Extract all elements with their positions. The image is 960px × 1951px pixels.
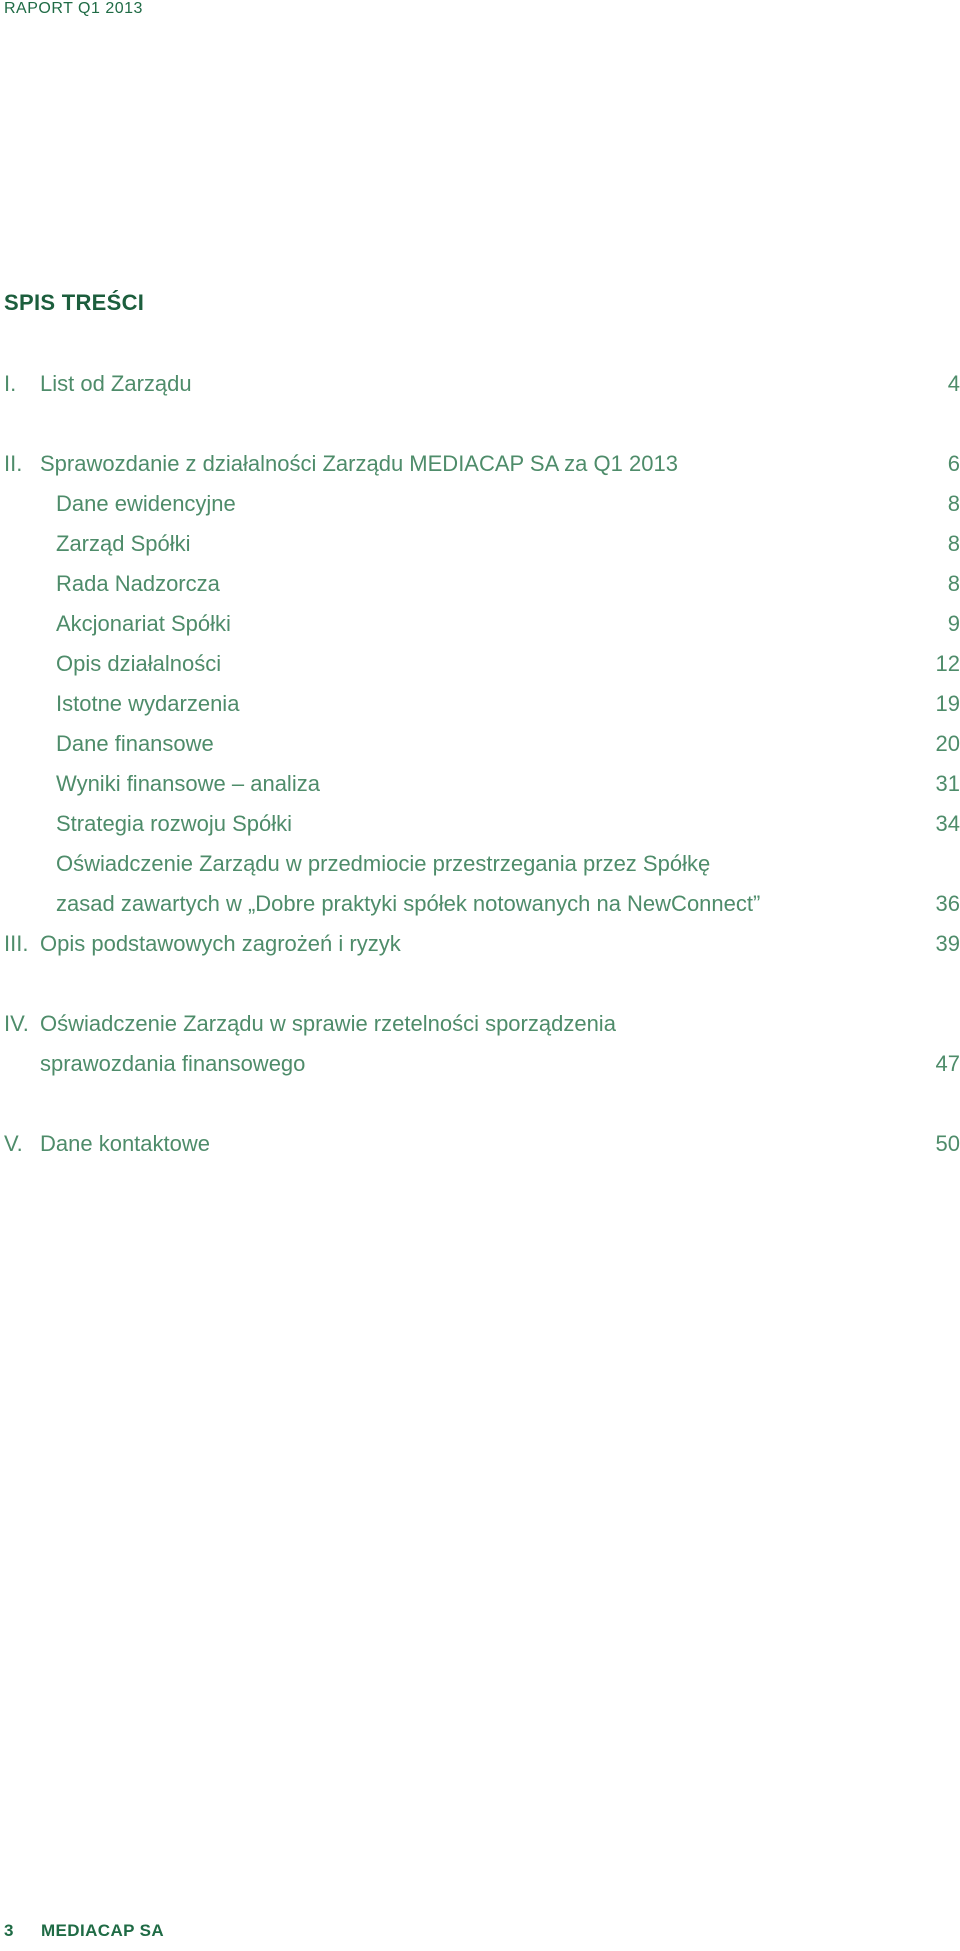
toc-subentry-label: Akcjonariat Spółki <box>56 611 231 636</box>
toc-entry-3[interactable] <box>0 924 960 964</box>
toc-entry-page: 47 <box>935 1051 960 1076</box>
toc-subentry-wyniki-finansowe[interactable] <box>0 764 960 804</box>
toc-entry-5[interactable] <box>0 1124 960 1164</box>
toc-entry-2[interactable] <box>0 444 960 484</box>
toc-entry-label: sprawozdania finansowego <box>40 1051 306 1076</box>
toc-subentry-istotne-wydarzenia[interactable] <box>0 684 960 724</box>
toc-subentry-dane-ewidencyjne[interactable] <box>0 484 960 524</box>
toc-subentry-dane-finansowe[interactable] <box>0 724 960 764</box>
toc-entry-number: IV. <box>4 1011 29 1036</box>
toc-entry-label: Sprawozdanie z działalności Zarządu MEDIACAP SA za Q1 2013 <box>40 451 678 476</box>
toc-subentry-label: Strategia rozwoju Spółki <box>56 811 293 836</box>
toc-title: SPIS TREŚCI <box>4 290 145 315</box>
toc-entry-label: List od Zarządu <box>40 371 192 396</box>
toc-subentry-label: Dane finansowe <box>56 731 214 756</box>
toc-subentry-page: 8 <box>947 491 960 516</box>
page-footer <box>4 1921 164 1941</box>
toc-entry-page: 39 <box>935 931 960 956</box>
running-header: RAPORT Q1 2013 <box>4 0 143 17</box>
toc-subentry-page: 31 <box>935 771 960 796</box>
toc-subentry-page: 36 <box>935 891 960 916</box>
footer-page-number: 3 <box>4 1921 14 1940</box>
toc-subentry-page: 9 <box>947 611 960 636</box>
toc-subentry-label: Dane ewidencyjne <box>56 491 236 516</box>
toc-subentry-label: Rada Nadzorcza <box>56 571 220 596</box>
toc-subentry-rada-nadzorcza[interactable] <box>0 564 960 604</box>
toc-entry-number: I. <box>4 371 17 396</box>
toc-subentry-label: Oświadczenie Zarządu w przedmiocie przestrzegania przez Spółkę <box>56 851 711 876</box>
toc-entry-1[interactable] <box>0 364 960 404</box>
toc-subentry-label: Opis działalności <box>56 651 222 676</box>
toc-subentry-label: Istotne wydarzenia <box>56 691 240 716</box>
toc-subentry-page: 19 <box>935 691 960 716</box>
toc-subentry-label: Wyniki finansowe – analiza <box>56 771 320 796</box>
toc-entry-4[interactable] <box>0 1004 960 1044</box>
toc-subentry-label: Zarząd Spółki <box>56 531 191 556</box>
toc-entry-number: III. <box>4 931 29 956</box>
toc-entry-page: 4 <box>947 371 960 396</box>
toc-entry-page: 50 <box>935 1131 960 1156</box>
toc-entry-label: Opis podstawowych zagrożeń i ryzyk <box>40 931 401 956</box>
toc-subentry-page: 20 <box>935 731 960 756</box>
toc-subentry-akcjonariat[interactable] <box>0 604 960 644</box>
toc-subentry-zarzad-spolki[interactable] <box>0 524 960 564</box>
toc-entry-number: II. <box>4 451 23 476</box>
toc-entry-label: Oświadczenie Zarządu w sprawie rzetelności sporządzenia <box>40 1011 616 1036</box>
toc-subentry-opis-dzialalnosci[interactable] <box>0 644 960 684</box>
toc-subentry-page: 8 <box>947 571 960 596</box>
toc-subentry-page: 34 <box>935 811 960 836</box>
toc-entry-label: Dane kontaktowe <box>40 1131 210 1156</box>
toc-subentry-label: zasad zawartych w „Dobre praktyki spółek notowanych na NewConnect” <box>56 891 761 916</box>
toc-subentry-page: 8 <box>947 531 960 556</box>
toc-entry-page: 6 <box>947 451 960 476</box>
toc-subentry-page: 12 <box>935 651 960 676</box>
toc-subentry-strategia-rozwoju[interactable] <box>0 804 960 844</box>
toc-entry-number: V. <box>4 1131 23 1156</box>
toc-entry-4-continued[interactable] <box>0 1044 960 1084</box>
toc-subentry-oswiadczenie-line1[interactable] <box>0 844 960 884</box>
toc-subentry-oswiadczenie-line2[interactable] <box>0 884 960 924</box>
footer-company-name: MEDIACAP SA <box>40 1921 165 1940</box>
